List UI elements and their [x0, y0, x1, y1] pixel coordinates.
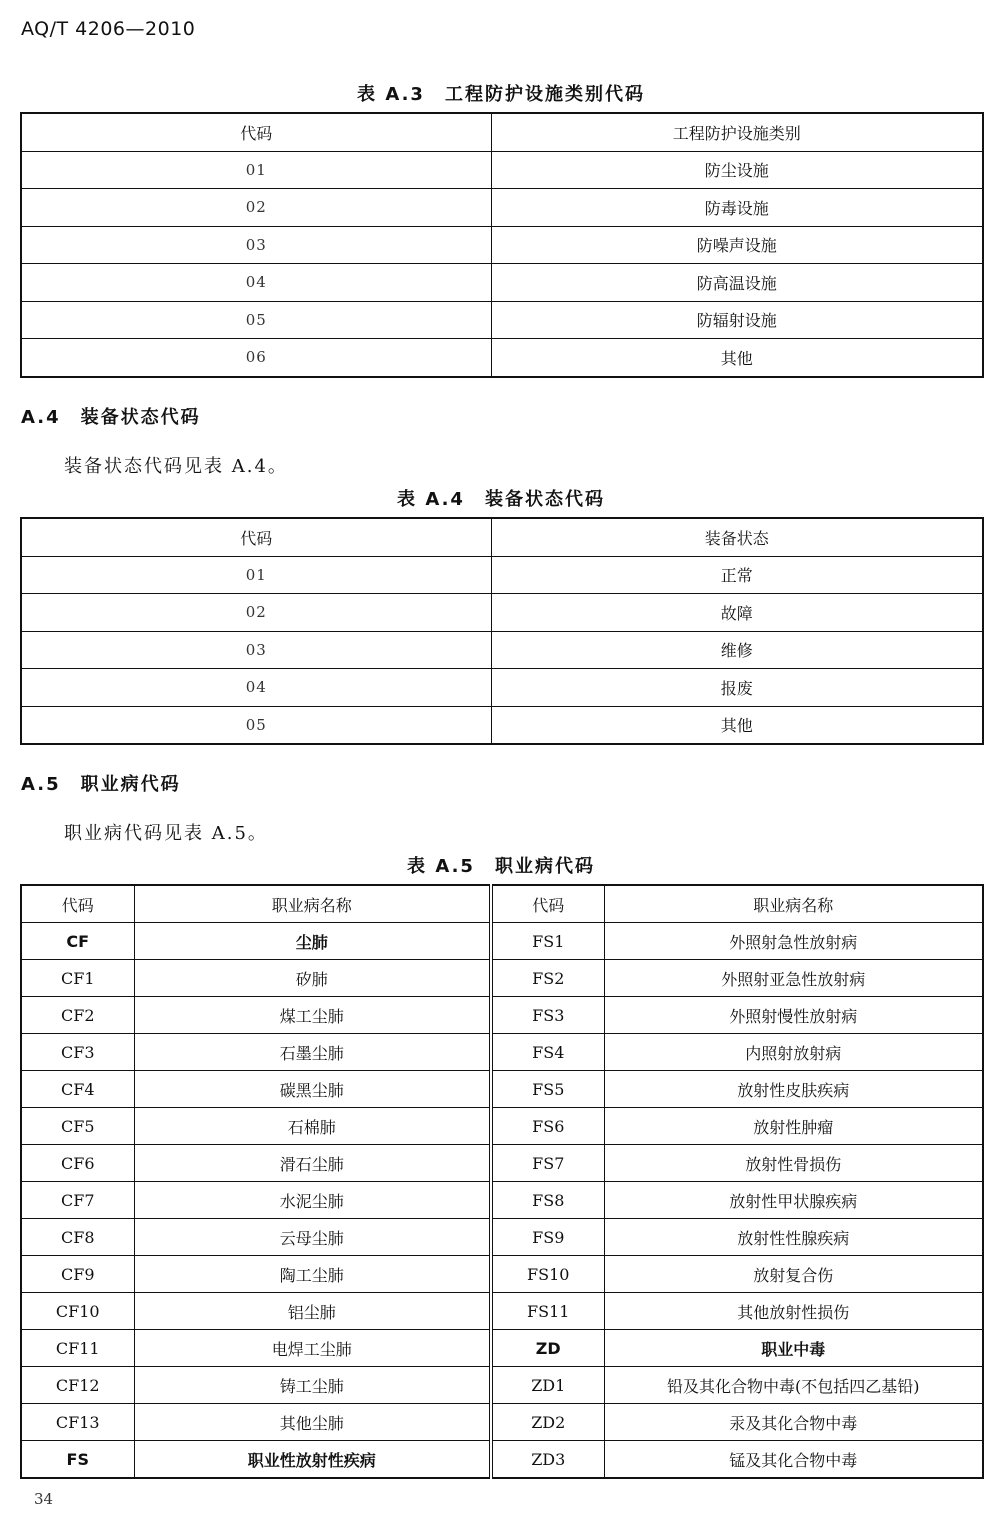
name-cell: 云母尘肺 [134, 1219, 491, 1256]
table-row [21, 1256, 983, 1293]
name-cell: 正常 [491, 556, 983, 594]
name-cell: 外照射急性放射病 [604, 923, 983, 960]
name-cell: 故障 [491, 594, 983, 632]
table-row [21, 997, 983, 1034]
table-row [21, 923, 983, 960]
code-cell: ZD [491, 1330, 604, 1367]
code-cell: FS9 [491, 1219, 604, 1256]
name-cell: 防噪声设施 [491, 226, 983, 264]
name-cell: 其他 [491, 706, 983, 744]
name-cell: 防辐射设施 [491, 301, 983, 339]
table-row [21, 1108, 983, 1145]
code-cell: CF4 [21, 1071, 134, 1108]
table-header-row [21, 113, 983, 151]
name-cell: 煤工尘肺 [134, 997, 491, 1034]
name-cell: 碳黑尘肺 [134, 1071, 491, 1108]
name-cell: 水泥尘肺 [134, 1182, 491, 1219]
name-cell: 放射复合伤 [604, 1256, 983, 1293]
name-cell: 其他放射性损伤 [604, 1293, 983, 1330]
table-row [21, 631, 983, 669]
name-cell: 职业中毒 [604, 1330, 983, 1367]
section-a5-heading: A.5 职业病代码 [21, 774, 181, 795]
table-row [21, 1367, 983, 1404]
code-cell: CF8 [21, 1219, 134, 1256]
section-a4-heading: A.4 装备状态代码 [21, 407, 201, 428]
table-row [21, 1219, 983, 1256]
section-a4-paragraph: 装备状态代码见表 A.4。 [64, 456, 288, 477]
name-cell: 汞及其化合物中毒 [604, 1404, 983, 1441]
header-name-left: 职业病名称 [134, 885, 491, 923]
page-number: 34 [34, 1490, 54, 1508]
name-cell: 石棉肺 [134, 1108, 491, 1145]
table-row [21, 594, 983, 632]
code-cell: 02 [21, 189, 491, 227]
code-cell: FS4 [491, 1034, 604, 1071]
name-cell: 陶工尘肺 [134, 1256, 491, 1293]
code-cell: FS2 [491, 960, 604, 997]
header-code: 代码 [21, 518, 491, 556]
code-cell: 05 [21, 301, 491, 339]
code-cell: CF12 [21, 1367, 134, 1404]
table-row [21, 1293, 983, 1330]
name-cell: 放射性肿瘤 [604, 1108, 983, 1145]
code-cell: CF13 [21, 1404, 134, 1441]
code-cell: CF2 [21, 997, 134, 1034]
name-cell: 放射性骨损伤 [604, 1145, 983, 1182]
table-a4-caption: 表 A.4 装备状态代码 [397, 489, 605, 510]
name-cell: 放射性皮肤疾病 [604, 1071, 983, 1108]
table-row [21, 301, 983, 339]
table-a5 [20, 884, 984, 1479]
code-cell: FS6 [491, 1108, 604, 1145]
name-cell: 铝尘肺 [134, 1293, 491, 1330]
code-cell: 04 [21, 669, 491, 707]
name-cell: 外照射慢性放射病 [604, 997, 983, 1034]
name-cell: 其他 [491, 339, 983, 377]
code-cell: ZD2 [491, 1404, 604, 1441]
code-cell: CF7 [21, 1182, 134, 1219]
table-row [21, 1182, 983, 1219]
code-cell: FS3 [491, 997, 604, 1034]
header-code-left: 代码 [21, 885, 134, 923]
code-cell: CF11 [21, 1330, 134, 1367]
table-row [21, 1330, 983, 1367]
code-cell: FS11 [491, 1293, 604, 1330]
code-cell: FS5 [491, 1071, 604, 1108]
code-cell: 06 [21, 339, 491, 377]
code-cell: CF10 [21, 1293, 134, 1330]
name-cell: 防尘设施 [491, 151, 983, 189]
code-cell: FS1 [491, 923, 604, 960]
name-cell: 维修 [491, 631, 983, 669]
name-cell: 放射性性腺疾病 [604, 1219, 983, 1256]
table-a3 [20, 112, 984, 378]
table-row [21, 1441, 983, 1479]
name-cell: 尘肺 [134, 923, 491, 960]
header-code: 代码 [21, 113, 491, 151]
section-a5-paragraph: 职业病代码见表 A.5。 [64, 823, 268, 844]
table-a5-caption: 表 A.5 职业病代码 [407, 856, 595, 877]
header-status: 装备状态 [491, 518, 983, 556]
table-row [21, 1145, 983, 1182]
table-row [21, 151, 983, 189]
table-header-row [21, 885, 983, 923]
table-row [21, 1034, 983, 1071]
name-cell: 职业性放射性疾病 [134, 1441, 491, 1479]
code-cell: ZD1 [491, 1367, 604, 1404]
name-cell: 滑石尘肺 [134, 1145, 491, 1182]
name-cell: 其他尘肺 [134, 1404, 491, 1441]
code-cell: 03 [21, 631, 491, 669]
table-row [21, 669, 983, 707]
code-cell: ZD3 [491, 1441, 604, 1479]
code-cell: 01 [21, 151, 491, 189]
name-cell: 报废 [491, 669, 983, 707]
name-cell: 矽肺 [134, 960, 491, 997]
code-cell: CF1 [21, 960, 134, 997]
code-cell: 01 [21, 556, 491, 594]
code-cell: 04 [21, 264, 491, 302]
table-header-row [21, 518, 983, 556]
code-cell: 05 [21, 706, 491, 744]
code-cell: CF3 [21, 1034, 134, 1071]
name-cell: 铅及其化合物中毒(不包括四乙基铅) [604, 1367, 983, 1404]
name-cell: 外照射亚急性放射病 [604, 960, 983, 997]
table-row [21, 556, 983, 594]
table-row [21, 339, 983, 377]
name-cell: 石墨尘肺 [134, 1034, 491, 1071]
document-header: AQ/T 4206—2010 [21, 18, 196, 40]
table-a4 [20, 517, 984, 745]
name-cell: 防毒设施 [491, 189, 983, 227]
code-cell: FS10 [491, 1256, 604, 1293]
table-row [21, 226, 983, 264]
code-cell: CF6 [21, 1145, 134, 1182]
code-cell: CF9 [21, 1256, 134, 1293]
name-cell: 铸工尘肺 [134, 1367, 491, 1404]
table-row [21, 1071, 983, 1108]
header-name-right: 职业病名称 [604, 885, 983, 923]
name-cell: 电焊工尘肺 [134, 1330, 491, 1367]
name-cell: 锰及其化合物中毒 [604, 1441, 983, 1479]
table-row [21, 189, 983, 227]
name-cell: 放射性甲状腺疾病 [604, 1182, 983, 1219]
name-cell: 防高温设施 [491, 264, 983, 302]
code-cell: CF5 [21, 1108, 134, 1145]
code-cell: FS8 [491, 1182, 604, 1219]
code-cell: CF [21, 923, 134, 960]
table-row [21, 264, 983, 302]
name-cell: 内照射放射病 [604, 1034, 983, 1071]
code-cell: FS7 [491, 1145, 604, 1182]
code-cell: FS [21, 1441, 134, 1479]
code-cell: 02 [21, 594, 491, 632]
table-a3-caption: 表 A.3 工程防护设施类别代码 [357, 84, 645, 105]
header-category: 工程防护设施类别 [491, 113, 983, 151]
table-row [21, 960, 983, 997]
table-row [21, 1404, 983, 1441]
code-cell: 03 [21, 226, 491, 264]
header-code-right: 代码 [491, 885, 604, 923]
table-row [21, 706, 983, 744]
